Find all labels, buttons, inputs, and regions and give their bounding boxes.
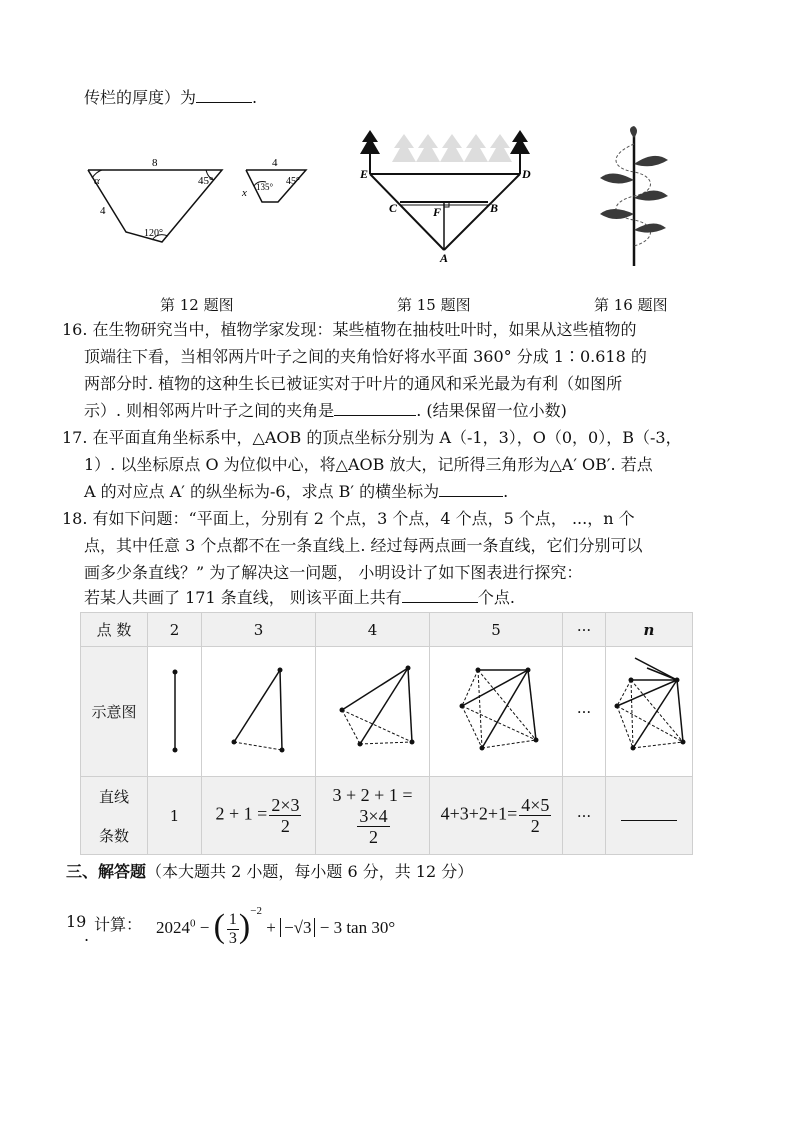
prev-question-tail: 传栏的厚度）为 . [84, 88, 258, 107]
fig12-label-x: x [242, 187, 247, 199]
q16-line-1: 16. 在生物研究当中，植物学家发现：某些植物在抽枝吐叶时，如果从这些植物的 [62, 320, 637, 339]
lines-n-blank [606, 777, 693, 855]
q17-line-2: 1）. 以坐标原点 O 为位似中心，将△AOB 放大，记所得三角形为△A′ OB′. 若点 [84, 455, 653, 474]
fig12-label-45: 45° [198, 175, 214, 187]
answer-blank [196, 86, 252, 103]
fig12-label-120: 120° [144, 228, 163, 239]
lines-ellipsis: ··· [563, 777, 606, 855]
table-header-points: 点 数 [81, 613, 148, 647]
lines-expr-4: 3 + 2 + 1 = $\frac{3\times 4}{2}$ [316, 777, 430, 855]
section-3-heading: 三、解答题（本大题共 2 小题，每小题 6 分，共 12 分） [66, 862, 474, 881]
lines-expr-3: 2 + 1 = $\frac{2\times 3}{2}$ [202, 777, 316, 855]
diagram-2-points [148, 647, 202, 777]
table-row-points: 点 数 2 3 4 5 ··· n [81, 613, 693, 647]
caption-fig16: 第 16 题图 [594, 296, 668, 314]
diagram-ellipsis: ··· [563, 647, 606, 777]
q16-line-3: 两部分时. 植物的这种生长已被证实对于叶片的通风和采光最为有利（如图所 [84, 374, 623, 393]
q18-line-1: 18. 有如下问题：“平面上，分别有 2 个点，3 个点，4 个点，5 个点， ...，n 个 [62, 509, 635, 528]
fig15-point-D: D [522, 167, 531, 181]
exploration-table [80, 612, 693, 855]
fig12-label-45b: 45° [286, 176, 300, 187]
q19-expression: 2024$^0$ − ( $\frac{1}{3}$ )$^{-2}$ + −√3 − 3 tan 30° [156, 905, 396, 947]
q16-line-4: 示）. 则相邻两片叶子之间的夹角是 . (结果保留一位小数) [84, 401, 567, 420]
q18-line-3: 画多少条直线？” 为了解决这一问题， 小明设计了如下图表进行探究： [84, 563, 583, 582]
lines-expr-5: 4+3+2+1= $\frac{4\times 5}{2}$ [430, 777, 563, 855]
fig15-point-F: F [433, 205, 442, 219]
table-label-lines: 直线 条数 [81, 777, 148, 855]
fig15-point-C: C [389, 201, 398, 215]
fig12-label-alpha: α [94, 175, 100, 187]
diagram-n-points [606, 647, 693, 777]
fig15-point-B: B [490, 201, 499, 215]
table-row-diagrams [81, 647, 693, 777]
fig12-label-8: 8 [152, 157, 158, 169]
figure-15 [356, 126, 536, 266]
table-label-diagram: 示意图 [81, 647, 148, 777]
prev-question-text: 传栏的厚度）为 [84, 88, 197, 107]
q17-line-1: 17. 在平面直角坐标系中，△AOB 的顶点坐标分别为 A（-1，3），O（0，0），B（-3， [62, 428, 682, 447]
q18-line-2: 点，其中任意 3 个点都不在一条直线上. 经过每两点画一条直线，它们分别可以 [84, 536, 643, 555]
diagram-4-points [316, 647, 430, 777]
q17-answer-blank [439, 480, 503, 497]
fig12-label-4: 4 [100, 205, 106, 217]
diagram-3-points [202, 647, 316, 777]
diagram-5-points [430, 647, 563, 777]
q16-answer-blank [334, 399, 416, 416]
q16-line-2: 顶端往下看，当相邻两片叶子之间的夹角恰好将水平面 360° 分成 1∶0.618 的 [84, 347, 647, 366]
table-row-lines [81, 777, 693, 855]
q18-line-4: 若某人共画了 171 条直线， 则该平面上共有 个点. [84, 588, 515, 607]
q18-answer-blank [402, 586, 478, 603]
trees-decoration [360, 130, 530, 162]
figure-12 [80, 150, 320, 260]
q17-line-3: A 的对应点 A′ 的纵坐标为-6，求点 B′ 的横坐标为 . [84, 482, 509, 501]
fig15-point-A: A [440, 251, 449, 265]
fig12-label-4b: 4 [272, 157, 278, 169]
lines-count-2: 1 [148, 777, 202, 855]
caption-fig12: 第 12 题图 [160, 296, 234, 314]
fig15-point-E: E [360, 167, 369, 181]
caption-fig15: 第 15 题图 [397, 296, 471, 314]
fig12-label-135: 135° [256, 182, 274, 192]
figure-16-plant [596, 124, 672, 268]
